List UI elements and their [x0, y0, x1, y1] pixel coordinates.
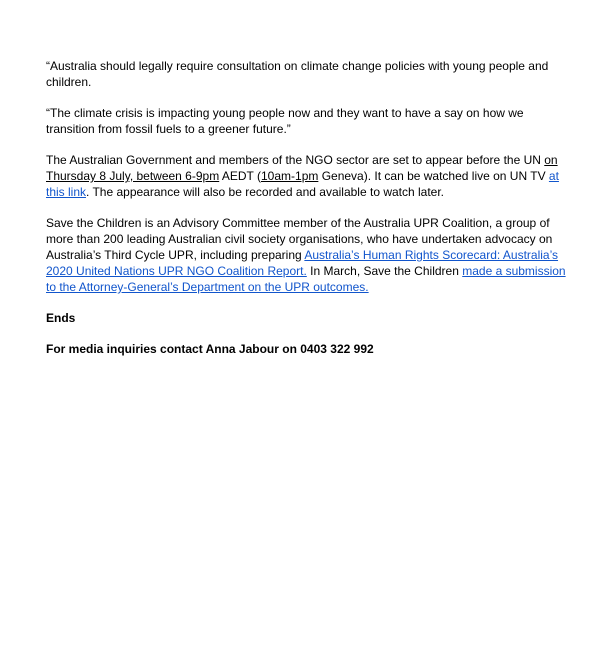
quote-paragraph-1: “Australia should legally require consultation on climate change policies with young people and children. — [46, 59, 549, 89]
coalition-paragraph — [46, 215, 568, 295]
appearance-text-3: Geneva). It can be watched live on UN TV — [318, 169, 549, 183]
document-body — [46, 58, 568, 372]
appearance-text-2: AEDT ( — [219, 169, 261, 183]
appearance-date: on Thursday 8 July, between 6-9pm — [46, 153, 558, 183]
media-contact: For media inquiries contact Anna Jabour on 0403 322 992 — [46, 342, 374, 356]
quote-paragraph-2: “The climate crisis is impacting young people now and they want to have a say on how we transition from fossil fuels to a greener future.” — [46, 106, 524, 136]
coalition-text-1: Save the Children is an Advisory Committee member of the Australia UPR Coalition, a group of more than 200 leading Australian civil society organisations, who have undertaken advocacy on Australia’s Third Cycle UPR, including preparing — [46, 216, 553, 262]
appearance-text-4: . The appearance will also be recorded and available to watch later. — [86, 185, 445, 199]
ends-label: Ends — [46, 311, 76, 325]
coalition-text-2: In March, Save the Children — [306, 264, 463, 278]
geneva-time: 10am-1pm — [261, 169, 319, 183]
appearance-paragraph — [46, 152, 568, 200]
un-tv-link[interactable]: at this link — [46, 169, 559, 199]
appearance-text-1: The Australian Government and members of the NGO sector are set to appear before the UN — [46, 153, 545, 167]
submission-link[interactable]: made a submission to the Attorney-General’s Department on the UPR outcomes. — [46, 264, 566, 294]
scorecard-report-link[interactable]: Australia’s Human Rights Scorecard: Australia’s 2020 United Nations UPR NGO Coalition Report. — [46, 248, 559, 278]
